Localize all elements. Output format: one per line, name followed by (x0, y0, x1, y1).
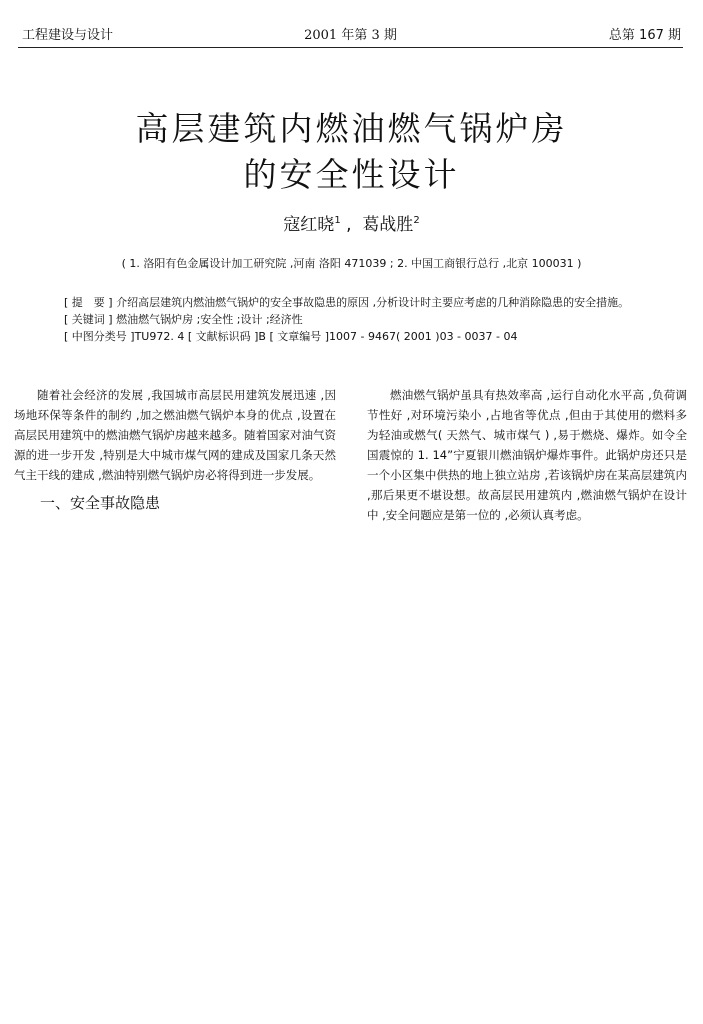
author-2: 葛战胜 (362, 215, 414, 235)
abstract-block (42, 294, 665, 345)
serial-number: 总第 167 期 (608, 28, 681, 43)
journal-name: 工程建设与设计 (22, 28, 114, 43)
author-list (0, 210, 703, 236)
affiliations: ( 1. 洛阳有色金属设计加工研究院 ,河南 洛阳 471039 ; 2. 中国工商银行总行 ,北京 100031 ) (121, 257, 582, 270)
keywords-label: [ 关键词 ] (64, 313, 113, 326)
clc-label: [ 中图分类号 ] (64, 330, 135, 343)
body-left-column (14, 385, 336, 515)
title-line-2: 的安全性设计 (243, 155, 460, 194)
body-paragraph-1: 随着社会经济的发展 ,我国城市高层民用建筑发展迅速 ,因场地环保等条件的制约 ,加之燃油燃气锅炉本身的优点 ,设置在高层民用建筑中的燃油燃气锅炉房越来越多。随着国家对油气资源的进一步开发 ,特别是大中城市煤气网的建成及国家几条天然气主干线的建成 ,燃油特别燃气锅炉房必将得到进一步发展。 (14, 388, 336, 482)
doc-code-label: [ 文献标识码 ] (187, 330, 259, 343)
author-1-affiliation-mark: 1 (334, 215, 341, 226)
author-separator: , (340, 215, 363, 235)
abstract-text: 介绍高层建筑内燃油燃气锅炉的安全事故隐患的原因 ,分析设计时主要应考虑的几种消除隐患的安全措施。 (116, 296, 630, 309)
keywords-text: 燃油燃气锅炉房 ;安全性 ;设计 ;经济性 (116, 313, 303, 326)
body-right-column (367, 385, 687, 525)
article-no-value: 1007 - 9467( 2001 )03 - 0037 - 04 (329, 330, 518, 343)
author-2-affiliation-mark: 2 (413, 215, 420, 226)
section-heading: 一、安全事故隐患 (40, 494, 161, 512)
paper-title (0, 106, 703, 198)
running-header (20, 26, 681, 46)
clc-value: TU972. 4 (134, 330, 185, 343)
abstract-row (42, 294, 665, 311)
doc-code-value: B (258, 330, 266, 343)
keywords-row (42, 311, 665, 328)
author-1: 寇红晓 (283, 215, 335, 235)
title-line-1: 高层建筑内燃油燃气锅炉房 (135, 109, 568, 148)
header-divider (18, 47, 683, 48)
abstract-label: [ 提 要 ] (64, 296, 113, 309)
article-no-label: [ 文章编号 ] (269, 330, 330, 343)
issue-number: 2001 年第 3 期 (304, 28, 397, 43)
classification-row (42, 328, 665, 345)
body-paragraph-2: 燃油燃气锅炉虽具有热效率高 ,运行自动化水平高 ,负荷调节性好 ,对环境污染小 ,占地省等优点 ,但由于其使用的燃料多为轻油或燃气( 天然气、城市煤气 ) ,易于燃烧、爆炸。如令全国震惊的 1. 14”宁夏银川燃油锅炉爆炸事件。此锅炉房还只是一个小区集中供热的地上独立站房 ,若该锅炉房在某高层建筑内 ,那后果更不堪设想。故高层民用建筑内 ,燃油燃气锅炉在设计中 ,安全问题应是第一位的 ,必须认真考虑。 (367, 388, 687, 522)
